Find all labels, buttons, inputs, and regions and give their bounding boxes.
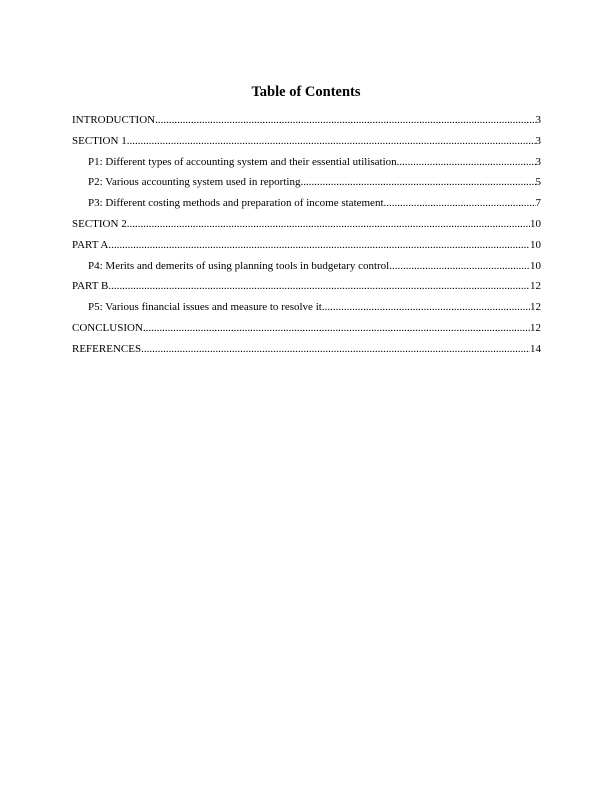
toc-dot-leader	[143, 321, 530, 335]
toc-dot-leader	[322, 300, 530, 314]
toc-entry-page: 3	[535, 155, 541, 168]
toc-entry-label: PART A	[72, 238, 109, 251]
toc-entry-p4[interactable]	[72, 259, 541, 280]
toc-entry-page: 10	[530, 217, 541, 230]
toc-dot-leader	[141, 342, 530, 356]
toc-dot-leader	[389, 259, 530, 273]
toc-entry-page: 12	[530, 301, 541, 314]
toc-dot-leader	[155, 113, 535, 127]
toc-entry-label: P2: Various accounting system used in reporting	[88, 176, 301, 189]
toc-entry-page: 3	[535, 114, 541, 126]
toc-dot-leader	[127, 134, 536, 148]
toc-entry-page: 12	[530, 280, 541, 293]
toc-entry-page: 10	[530, 238, 541, 251]
toc-dot-leader	[108, 279, 530, 293]
toc-entry-page: 5	[535, 176, 541, 189]
toc-entry-label: P1: Different types of accounting system and their essential utilisation	[88, 155, 397, 168]
toc-entry-references[interactable]	[72, 342, 541, 363]
toc-list	[72, 113, 541, 363]
toc-entry-label: P5: Various financial issues and measure to resolve it	[88, 301, 322, 314]
toc-entry-label: SECTION 2	[72, 217, 127, 230]
toc-entry-page: 3	[535, 134, 541, 147]
toc-entry-conclusion[interactable]	[72, 321, 541, 342]
toc-dot-leader	[108, 238, 530, 252]
toc-entry-label: SECTION 1	[72, 134, 127, 147]
toc-entry-label: INTRODUCTION	[72, 114, 156, 126]
toc-entry-page: 12	[530, 321, 541, 334]
toc-entry-label: PART B	[72, 280, 109, 293]
toc-entry-p3[interactable]	[72, 196, 541, 217]
toc-dot-leader	[127, 217, 530, 231]
toc-entry-page: 14	[530, 342, 541, 355]
toc-entry-page: 10	[530, 259, 541, 272]
toc-entry-section-2[interactable]	[72, 217, 541, 238]
toc-title: Table of Contents	[251, 84, 361, 100]
toc-dot-leader	[384, 196, 536, 210]
toc-entry-label: REFERENCES	[72, 342, 142, 355]
toc-entry-part-a[interactable]	[72, 238, 541, 259]
toc-entry-label: P3: Different costing methods and preparation of income statement	[88, 197, 384, 210]
toc-entry-page: 7	[535, 197, 541, 210]
toc-entry-label: CONCLUSION	[72, 321, 143, 334]
toc-entry-p1[interactable]	[72, 155, 541, 176]
toc-entry-section-1[interactable]	[72, 134, 541, 155]
toc-entry-p2[interactable]	[72, 175, 541, 196]
toc-entry-p5[interactable]	[72, 300, 541, 321]
toc-entry-introduction[interactable]	[72, 113, 541, 134]
toc-dot-leader	[397, 155, 536, 169]
toc-dot-leader	[300, 175, 535, 189]
toc-entry-part-b[interactable]	[72, 279, 541, 300]
toc-entry-label: P4: Merits and demerits of using planning tools in budgetary control	[88, 259, 390, 272]
